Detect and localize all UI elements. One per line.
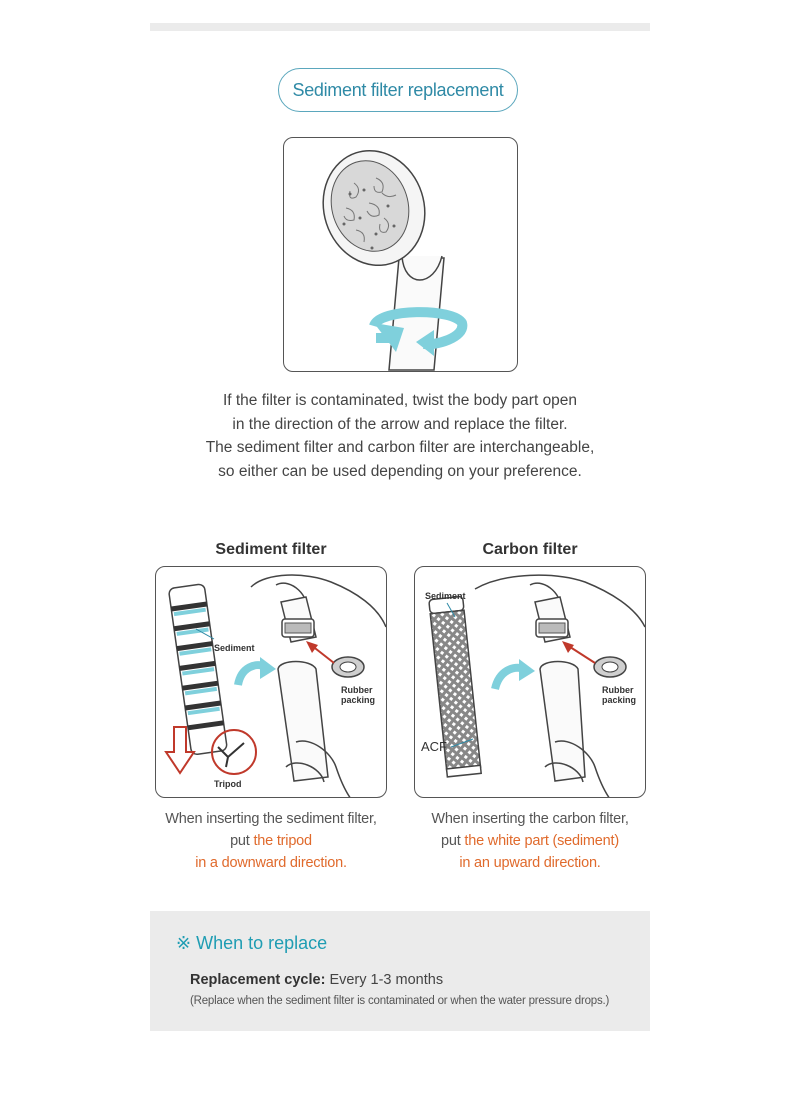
section-title: Sediment filter replacement — [292, 79, 504, 100]
replacement-cycle-label: Replacement cycle: — [190, 972, 326, 988]
replacement-cycle — [190, 972, 443, 988]
carbon-filter-title: Carbon filter — [482, 541, 578, 558]
sediment-caption-highlight: the tripod — [253, 833, 312, 849]
sediment-filter-drawing — [156, 567, 387, 798]
intro-line-2: in the direction of the arrow and replace the filter. — [232, 415, 568, 433]
sediment-caption-line-1: When inserting the sediment filter, — [165, 811, 377, 827]
intro-line-3: The sediment filter and carbon filter are interchangeable, — [205, 439, 595, 456]
tripod-label: Tripod — [214, 779, 242, 789]
when-to-replace-box — [150, 911, 650, 1031]
carbon-sediment-label: Sediment — [425, 591, 466, 601]
carbon-caption-highlight: the white part (sediment) — [464, 833, 619, 849]
shower-head-drawing — [284, 138, 518, 372]
replacement-cycle-value: Every 1-3 months — [329, 972, 444, 988]
sediment-filter-title: Sediment filter — [215, 541, 327, 558]
sediment-label: Sediment — [214, 643, 255, 653]
replacement-note: (Replace when the sediment filter is contaminated or when the water pressure drops.) — [190, 995, 610, 1007]
carbon-filter-illustration — [414, 566, 646, 798]
when-to-replace-title: ※ When to replace — [176, 933, 328, 953]
carbon-caption-line-1: When inserting the carbon filter, — [431, 811, 629, 827]
shower-head-illustration — [283, 137, 518, 372]
carbon-rubber-label: Rubber — [602, 685, 634, 695]
intro-line-4: so either can be used depending on your preference. — [218, 462, 582, 480]
sediment-caption-line-3: in a downward direction. — [195, 855, 347, 871]
rubber-label: Rubber — [341, 685, 373, 695]
carbon-packing-label: packing — [602, 695, 637, 705]
sediment-caption-prefix: put — [230, 833, 254, 849]
carbon-caption — [405, 808, 655, 874]
carbon-caption-prefix: put — [441, 833, 465, 849]
intro-line-1: If the filter is contaminated, twist the body part open — [222, 392, 578, 409]
sediment-caption — [150, 808, 392, 874]
carbon-filter-drawing — [415, 567, 646, 798]
packing-label: packing — [341, 695, 376, 705]
acf-label: ACF — [421, 739, 447, 754]
section-title-pill — [278, 68, 518, 112]
carbon-caption-line-3: in an upward direction. — [459, 855, 601, 871]
intro-text — [150, 389, 650, 483]
sediment-filter-illustration — [155, 566, 387, 798]
top-divider — [150, 23, 650, 31]
